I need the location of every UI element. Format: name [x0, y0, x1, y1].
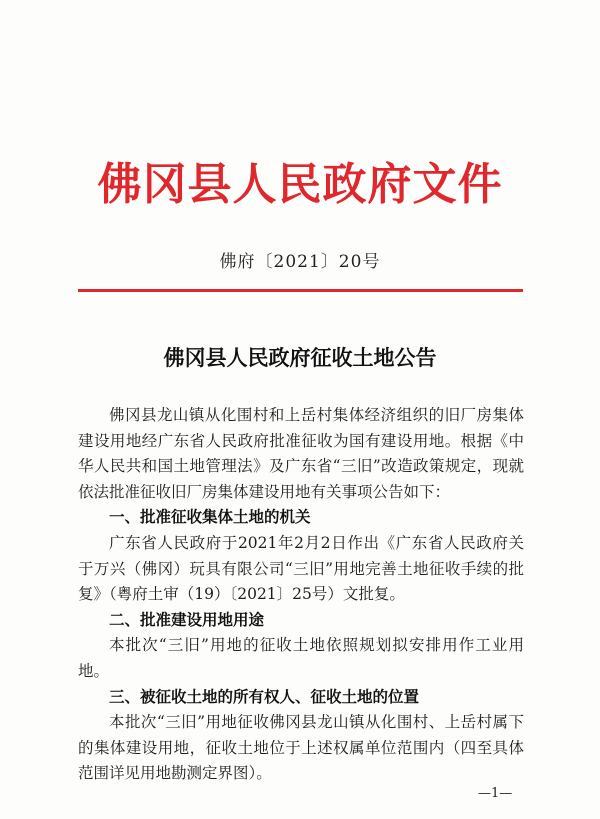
- notice-title: 佛冈县人民政府征收土地公告: [163, 345, 437, 370]
- page-number: —1—: [478, 786, 513, 801]
- section-heading-1: 一、批准征收集体土地的机关: [109, 508, 311, 527]
- intro-paragraph: 佛冈县龙山镇从化围村和上岳村集体经济组织的旧厂房集体建设用地经广东省人民政府批准征收为国有建设用地。根据《中华人民共和国土地管理法》及广东省“三旧”改造政策规定，现就依法批准征收旧厂房集体建设用地有关事项公告如下：: [78, 406, 524, 501]
- red-divider-line: [78, 289, 523, 292]
- document-body: [78, 403, 524, 787]
- section-text-3: 本批次“三旧”用地征收佛冈县龙山镇从化围村、上岳村属下的集体建设用地，征收土地位于上述权属单位范围内（四至具体范围详见用地勘测定界图）。: [78, 713, 524, 783]
- document-number: 佛府〔2021〕20号: [219, 252, 381, 272]
- section-text-1: 广东省人民政府于2021年2月2日作出《广东省人民政府关于万兴（佛冈）玩具有限公司“三旧”用地完善土地征收手续的批复》（粤府土审（19）〔2021〕25号）文批复。: [78, 533, 524, 604]
- section-text-2: 本批次“三旧”用地的征收土地依照规划拟安排用作工业用地。: [78, 636, 524, 680]
- document-header-title: 佛冈县人民政府文件: [97, 159, 503, 210]
- section-heading-2: 二、批准建设用地用途: [109, 610, 265, 629]
- section-heading-3: 三、被征收土地的所有权人、征收土地的位置: [109, 687, 420, 706]
